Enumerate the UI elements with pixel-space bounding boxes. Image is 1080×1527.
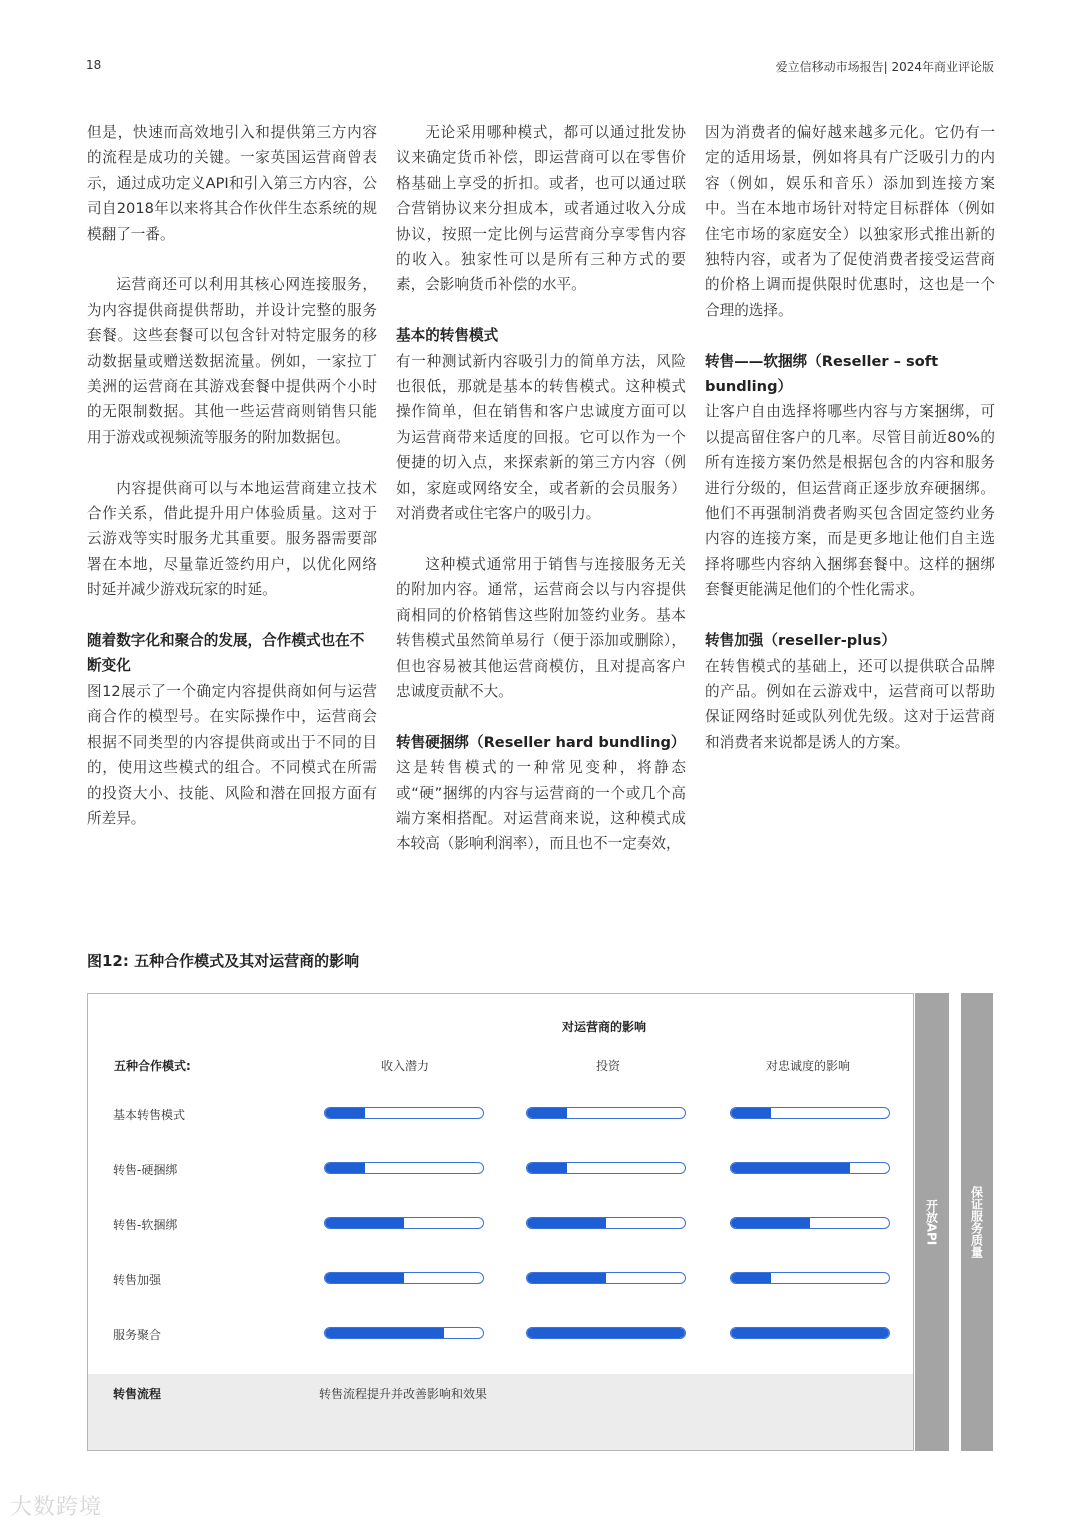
header-title: 爱立信移动市场报告| 2024年商业评论版 [775, 60, 994, 74]
resale-process-label: 转售流程 [113, 1387, 162, 1401]
model-row-label: 服务聚合 [113, 1328, 162, 1342]
impact-level-fill [731, 1328, 889, 1338]
section-heading: 转售——软捆绑（Reseller – soft bundling） [705, 352, 939, 396]
column-header-investment: 投资 [596, 1059, 621, 1073]
impact-level-bar [324, 1327, 484, 1339]
impact-level-bar [526, 1162, 686, 1174]
impact-level-fill [325, 1163, 365, 1173]
impact-level-bar [324, 1162, 484, 1174]
column-header-loyalty: 对忠诚度的影响 [766, 1059, 851, 1073]
section-heading: 基本的转售模式 [396, 327, 499, 345]
impact-level-fill [731, 1163, 850, 1173]
impact-level-fill [325, 1273, 404, 1283]
page-number: 18 [86, 58, 102, 72]
paragraph-gap [396, 298, 686, 323]
model-row-label: 基本转售模式 [113, 1108, 186, 1122]
models-header: 五种合作模式: [114, 1059, 191, 1073]
impact-level-fill [325, 1218, 404, 1228]
paragraph-gap [396, 704, 686, 729]
impact-level-bar [526, 1272, 686, 1284]
open-api-bar [915, 993, 949, 1451]
paragraph-gap [87, 603, 377, 628]
impact-level-fill [527, 1218, 606, 1228]
impact-level-bar [324, 1272, 484, 1284]
body-paragraph: 让客户自由选择将哪些内容与方案捆绑，可以提高留住客户的几率。尽管目前近80%的所有连接方案仍然是根据包含的内容和服务进行分级的，但运营商正逐步放弃硬捆绑。他们不再强制消费者购买包含固定签约业务内容的连接方案，而是更多地让他们自主选择将哪些内容纳入捆绑套餐中。这样的捆绑套餐更能满足他们的个性化需求。 [705, 403, 995, 599]
open-api-label: 开放API [924, 1198, 939, 1246]
section-heading: 转售加强（reseller-plus） [705, 632, 896, 650]
impact-level-bar [730, 1217, 890, 1229]
impact-level-fill [731, 1273, 771, 1283]
impact-level-bar [324, 1107, 484, 1119]
body-paragraph: 无论采用哪种模式，都可以通过批发协议来确定货币补偿，即运营商可以在零售价格基础上享受的折扣。或者，也可以通过联合营销协议来分担成本，或者通过收入分成协议，按照一定比例与运营商分享零售内容的收入。独家性可以是所有三种方式的要素，会影响货币补偿的水平。 [396, 124, 686, 294]
impact-level-fill [325, 1108, 365, 1118]
body-paragraph: 运营商还可以利用其核心网连接服务，为内容提供商提供帮助，并设计完整的服务套餐。这些套餐可以包含针对特定服务的移动数据量或赠送数据流量。例如，一家拉丁美洲的运营商在其游戏套餐中提供两个小时的无限制数据。其他一些运营商则销售只能用于游戏或视频流等服务的附加数据包。 [87, 276, 377, 446]
impact-level-fill [527, 1328, 685, 1338]
watermark-logo: 大数跨境 [10, 1495, 103, 1520]
impact-level-bar [730, 1162, 890, 1174]
impact-level-fill [527, 1108, 567, 1118]
impact-header: 对运营商的影响 [562, 1020, 647, 1034]
figure-title: 图12: 五种合作模式及其对运营商的影响 [87, 952, 360, 970]
column-header-revenue: 收入潜力 [381, 1059, 430, 1073]
impact-level-fill [527, 1163, 567, 1173]
impact-level-fill [731, 1218, 810, 1228]
text-column-1 [87, 120, 377, 831]
impact-level-bar [730, 1272, 890, 1284]
impact-level-bar [730, 1327, 890, 1339]
impact-level-bar [526, 1217, 686, 1229]
section-heading: 转售硬捆绑（Reseller hard bundling） [396, 733, 686, 751]
section-heading: 随着数字化和聚合的发展，合作模式也在不断变化 [87, 632, 365, 675]
impact-level-fill [731, 1108, 771, 1118]
impact-level-bar [526, 1327, 686, 1339]
text-column-3 [705, 120, 995, 755]
body-paragraph: 有一种测试新内容吸引力的简单方法，风险也很低，那就是基本的转售模式。这种模式操作简单，但在销售和客户忠诚度方面可以为运营商带来适度的回报。它可以作为一个便捷的切入点，来探索新的第三方内容（例如，家庭或网络安全，或者新的会员服务）对消费者或住宅客户的吸引力。 [396, 352, 686, 523]
model-row-label: 转售加强 [113, 1273, 162, 1287]
body-paragraph: 因为消费者的偏好越来越多元化。它仍有一定的适用场景，例如将具有广泛吸引力的内容（例如，娱乐和音乐）添加到连接方案中。当在本地市场针对特定目标群体（例如住宅市场的家庭安全）以独家形式推出新的独特内容，或者为了促使消费者接受运营商的价格上调而提供限时优惠时，这也是一个合理的选择。 [705, 124, 995, 319]
model-row-label: 转售-软捆绑 [113, 1218, 178, 1232]
impact-level-bar [730, 1107, 890, 1119]
paragraph-gap [396, 526, 686, 551]
text-column-2 [396, 120, 686, 857]
resale-process-text: 转售流程提升并改善影响和效果 [319, 1387, 488, 1401]
qos-label: 保证服务质量 [969, 1186, 984, 1258]
paragraph-gap [87, 247, 377, 272]
body-paragraph: 在转售模式的基础上，还可以提供联合品牌的产品。例如在云游戏中，运营商可以帮助保证网络时延或队列优先级。这对于运营商和消费者来说都是诱人的方案。 [705, 657, 995, 751]
qos-bar [961, 993, 993, 1451]
paragraph-gap [705, 603, 995, 628]
paragraph-gap [87, 450, 377, 475]
impact-level-fill [325, 1328, 444, 1338]
impact-level-bar [526, 1107, 686, 1119]
resale-process-band [88, 1374, 913, 1450]
figure-box [87, 993, 914, 1451]
body-paragraph: 但是，快速而高效地引入和提供第三方内容的流程是成功的关键。一家英国运营商曾表示，通过成功定义API和引入第三方内容，公司自2018年以来将其合作伙伴生态系统的规模翻了一番。 [87, 124, 377, 243]
body-paragraph: 图12展示了一个确定内容提供商如何与运营商合作的模型号。在实际操作中，运营商会根据不同类型的内容提供商或出于不同的目的，使用这些模式的组合。不同模式在所需的投资大小、技能、风险和潜在回报方面有所差异。 [87, 682, 377, 827]
impact-level-bar [324, 1217, 484, 1229]
model-row-label: 转售-硬捆绑 [113, 1163, 178, 1177]
body-paragraph: 这种模式通常用于销售与连接服务无关的附加内容。通常，运营商会以与内容提供商相同的价格销售这些附加签约业务。基本转售模式虽然简单易行（便于添加或删除），但也容易被其他运营商模仿，且对提高客户忠诚度贡献不大。 [396, 555, 686, 700]
body-paragraph: 内容提供商可以与本地运营商建立技术合作关系，借此提升用户体验质量。这对于云游戏等实时服务尤其重要。服务器需要部署在本地，尽量靠近签约用户，以优化网络时延并减少游戏玩家的时延。 [87, 479, 377, 599]
body-paragraph: 这是转售模式的一种常见变种，将静态或“硬”捆绑的内容与运营商的一个或几个高端方案相搭配。对运营商来说，这种模式成本较高（影响利润率），而且也不一定奏效， [396, 759, 686, 853]
impact-level-fill [527, 1273, 606, 1283]
paragraph-gap [705, 323, 995, 348]
